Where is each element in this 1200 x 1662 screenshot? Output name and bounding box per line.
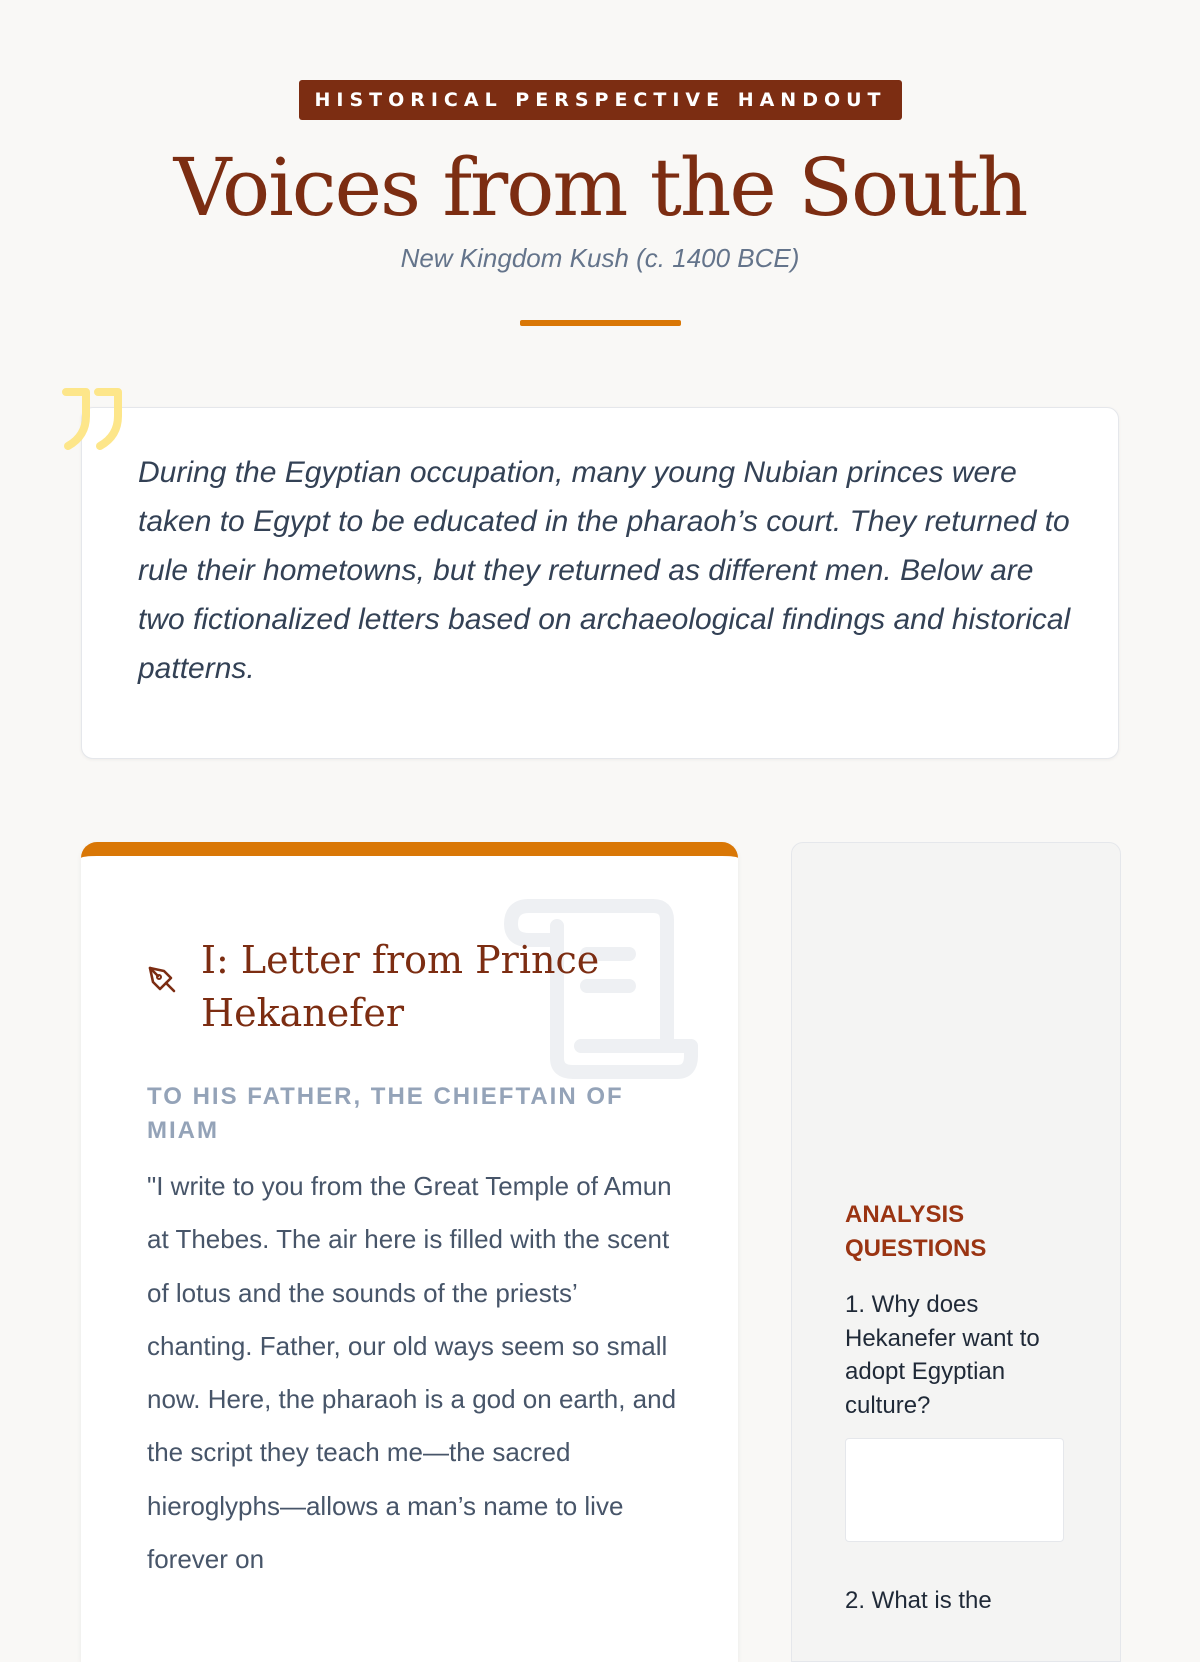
pen-icon [144, 962, 178, 996]
answer-field-1[interactable] [845, 1438, 1064, 1542]
page-title: Voices from the South [173, 141, 1027, 234]
intro-card [81, 407, 1119, 759]
letter-body: "I write to you from the Great Temple of Amun at Thebes. The air here is filled with the scent of lotus and the sounds of the priests’ chanting. Father, our old ways seem so small now. Here, the pharaoh is a god on earth, and the script they teach me—the sacred hieroglyphs—allows a man’s name to live forever on [147, 1171, 677, 1575]
analysis-heading: ANALYSIS QUESTIONS [845, 1201, 987, 1262]
letter-card [81, 842, 738, 1662]
handout-badge: HISTORICAL PERSPECTIVE HANDOUT [299, 80, 902, 120]
question-2: 2. What is the [845, 1587, 992, 1614]
intro-text: During the Egyptian occupation, many young Nubian princes were taken to Egypt to be educated in the pharaoh’s court. They returned to rule their hometowns, but they returned as different men. Below are two fictionalized letters based on archaeological findings and historical patterns. [138, 456, 1071, 685]
letter-title: I: Letter from Prince Hekanefer [201, 938, 600, 1035]
analysis-panel [791, 842, 1121, 1662]
question-1: 1. Why does Hekanefer want to adopt Egyptian culture? [845, 1291, 1040, 1419]
letter-recipient: TO HIS FATHER, THE CHIEFTAIN OF MIAM [147, 1083, 624, 1144]
header-divider [520, 320, 681, 326]
page-subtitle: New Kingdom Kush (c. 1400 BCE) [400, 243, 800, 273]
quote-icon [60, 386, 130, 456]
